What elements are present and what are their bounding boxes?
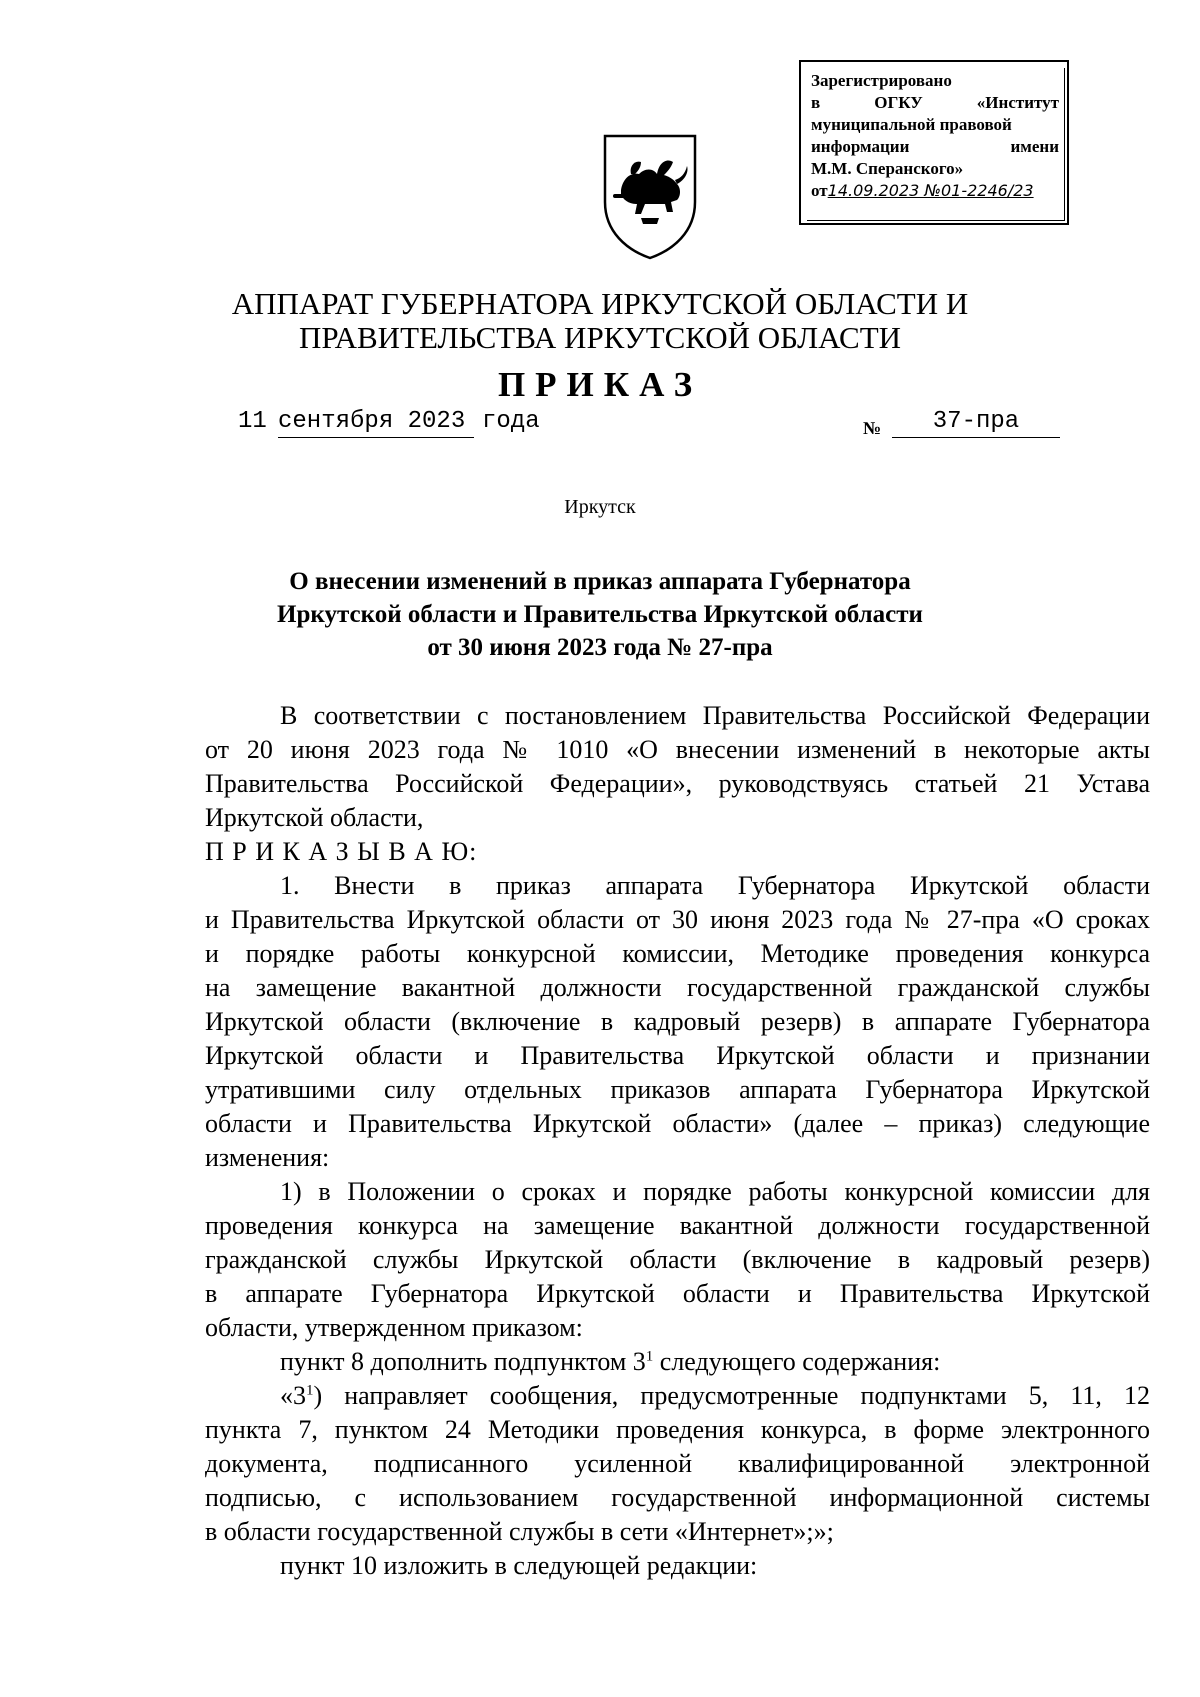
organization-name-line-2: ПРАВИТЕЛЬСТВА ИРКУТСКОЙ ОБЛАСТИ <box>298 320 902 355</box>
date-month-year: сентября 2023 <box>278 408 474 438</box>
stamp-word: «Институт <box>976 93 1059 112</box>
body-text: ) направляет сообщения, предусмотренные подпунктами 5, 11, 12 <box>313 1381 1150 1410</box>
date-year-word: года <box>482 408 540 435</box>
body-line: гражданской службы Иркутской области (включение в кадровый резерв) <box>205 1245 1150 1274</box>
stamp-word: в <box>811 93 821 112</box>
document-type-heading: ПРИКАЗ <box>497 365 703 404</box>
body-line: в аппарате Губернатора Иркутской области и Правительства Иркутской <box>205 1279 1150 1308</box>
stamp-word: имени <box>1010 137 1059 156</box>
body-line: документа, подписанного усиленной квалифицированной электронной <box>205 1449 1150 1478</box>
stamp-line-1: Зарегистрировано <box>811 71 952 90</box>
stamp-word: информации <box>811 137 910 156</box>
body-line: от 20 июня 2023 года № 1010 «О внесении изменений в некоторые акты <box>205 735 1150 764</box>
body-line: области, утвержденном приказом: <box>205 1313 583 1342</box>
body-line: и порядке работы конкурсной комиссии, Методике проведения конкурса <box>205 939 1150 968</box>
date-day: 11 <box>238 408 267 435</box>
registration-stamp <box>799 60 1069 225</box>
body-line: в области государственной службы в сети «Интернет»;»; <box>205 1517 834 1546</box>
body-text: следующего содержания: <box>653 1347 941 1376</box>
body-line: и Правительства Иркутской области от 30 июня 2023 года № 27-пра «О сроках <box>205 905 1150 934</box>
body-text: пункт 8 дополнить подпунктом 3 <box>280 1347 646 1376</box>
body-line: Иркутской области и Правительства Иркутской области и признании <box>205 1041 1150 1070</box>
body-line: утратившими силу отдельных приказов аппарата Губернатора Иркутской <box>205 1075 1150 1104</box>
superscript: 1 <box>306 1382 314 1399</box>
body-line <box>280 1346 1150 1378</box>
stamp-from-label: от <box>811 181 828 200</box>
stamp-line-3: муниципальной правовой <box>811 115 1012 134</box>
stamp-handwritten-registration: 14.09.2023 №01-2246/23 <box>827 181 1034 200</box>
stamp-word: ОГКУ <box>874 93 923 112</box>
body-line: 1. Внести в приказ аппарата Губернатора Иркутской области <box>280 871 1150 900</box>
document-title-line-1: О внесении изменений в приказ аппарата Губернатора <box>289 568 911 595</box>
document-title-line-3: от 30 июня 2023 года № 27-пра <box>427 634 773 661</box>
body-line: области и Правительства Иркутской области» (далее – приказ) следующие <box>205 1109 1150 1138</box>
body-line: Иркутской области, <box>205 803 424 832</box>
body-line: Иркутской области (включение в кадровый резерв) в аппарате Губернатора <box>205 1007 1150 1036</box>
organization-name-line-1: АППАРАТ ГУБЕРНАТОРА ИРКУТСКОЙ ОБЛАСТИ И <box>231 286 969 321</box>
body-text: «3 <box>280 1381 306 1410</box>
body-line <box>280 1380 1150 1412</box>
body-line: изменения: <box>205 1143 330 1172</box>
body-line: 1) в Положении о сроках и порядке работы конкурсной комиссии для <box>280 1177 1150 1206</box>
body-line: Правительства Российской Федерации», руководствуясь статьей 21 Устава <box>205 769 1150 798</box>
body-line: пункт 10 изложить в следующей редакции: <box>280 1551 758 1580</box>
document-title-line-2: Иркутской области и Правительства Иркутской области <box>277 601 923 628</box>
order-keyword: П Р И К А З Ы В А Ю: <box>205 837 478 866</box>
body-line: проведения конкурса на замещение вакантной должности государственной <box>205 1211 1150 1240</box>
number-label: № <box>863 418 882 438</box>
city-name: Иркутск <box>564 496 636 518</box>
body-line: подписью, с использованием государственной информационной системы <box>205 1483 1150 1512</box>
body-line: на замещение вакантной должности государственной гражданской службы <box>205 973 1150 1002</box>
body-line: В соответствии с постановлением Правительства Российской Федерации <box>280 701 1150 730</box>
superscript: 1 <box>645 1348 654 1365</box>
body-line: пункта 7, пунктом 24 Методики проведения конкурса, в форме электронного <box>205 1415 1150 1444</box>
coat-of-arms-icon <box>601 132 699 260</box>
stamp-line-5: М.М. Сперанского» <box>811 159 964 178</box>
document-number: 37-пра <box>892 408 1060 438</box>
